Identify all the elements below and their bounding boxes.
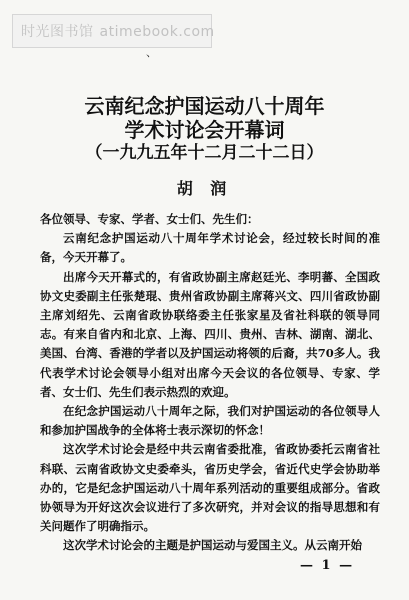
greeting-line: 各位领导、专家、学者、女士们、先生们：	[40, 212, 259, 226]
corner-mark: 、	[146, 46, 157, 59]
paragraph-4: 这次学术讨论会是经中共云南省委批准，省政协委托云南省社科联、云南省政协文史委牵头，省历史学会，省近代史学会协助举办的，它是纪念护国运动八十周年系列活动的重要组成部分。省政协领导为开好这次会议进行了多次研究，并对会议的指导思想和有关问题作了明确指示。	[40, 442, 380, 534]
speech-body	[40, 210, 380, 556]
watermark-site-name: 时光图书馆	[21, 24, 94, 40]
paragraph-5: 这次学术讨论会的主题是护国运动与爱国主义。从云南开始	[63, 538, 362, 553]
paragraph-1: 云南纪念护国运动八十周年学术讨论会，经过较长时间的准备，今天开幕了。	[40, 231, 380, 265]
watermark-stamp	[12, 14, 215, 48]
title-date-line: （一九九五年十二月二十二日）	[85, 143, 324, 163]
watermark-text	[13, 21, 221, 41]
paragraph-3: 在纪念护国运动八十周年之际，我们对护国运动的各位领导人和参加护国战争的全体将士表示深切的怀念！	[40, 404, 380, 438]
watermark-site-url: atimebook.com	[99, 24, 215, 40]
author-name: 胡 润	[176, 179, 233, 198]
title-line-2: 学术讨论会开幕词	[124, 118, 285, 142]
paragraph-2: 出席今天开幕式的，有省政协副主席赵廷光、李明蕃、全国政协文史委副主任张楚琨、贵州省政协副主席蒋兴文、四川省政协副主席刘绍先、云南省政协联络委主任张家星及省社科联的领导同志。有来自省内和北京、上海、四川、贵州、吉林、湖南、湖北、美国、台湾、香港的学者以及护国运动将领的后裔，共70多人。我代表学术讨论会领导小组对出席今天会议的各位领导、专家、学者、女士们、先生们表示热烈的欢迎。	[40, 269, 380, 399]
title-line-1: 云南纪念护国运动八十周年	[84, 94, 325, 118]
page-number: — 1 —	[300, 558, 355, 573]
